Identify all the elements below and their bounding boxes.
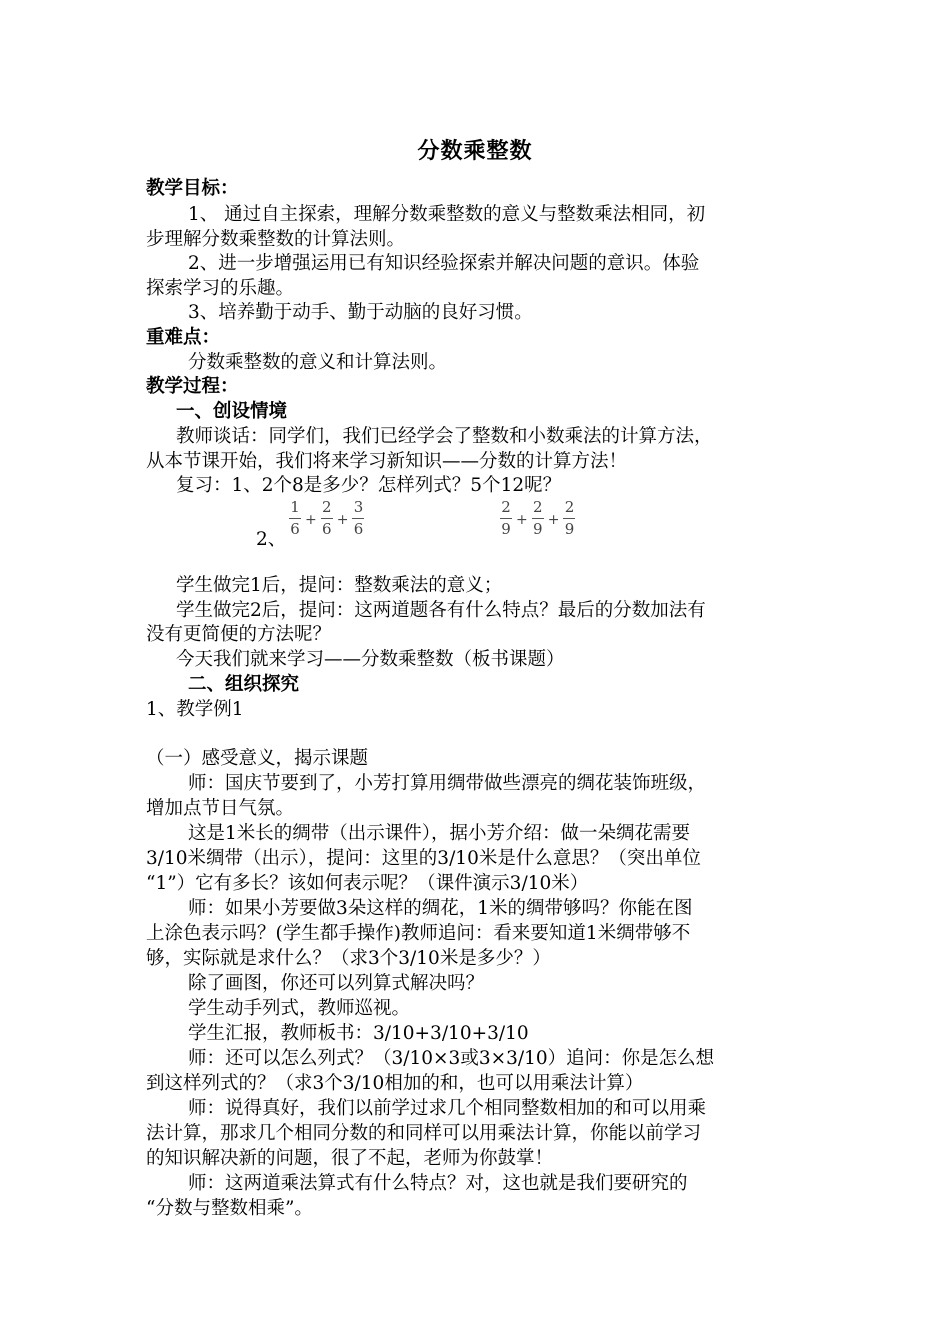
paragraph-line: 除了画图，你还可以列算式解决吗？ (188, 973, 485, 994)
paragraph-line: 到这样列式的？（求3个3/10相加的和，也可以用乘法计算） (146, 1073, 644, 1094)
paragraph-line: “分数与整数相乘”。 (146, 1198, 313, 1219)
plus-sign: + (336, 511, 349, 528)
review-question-2-label: 2、 (256, 529, 287, 550)
objective-2-line-2: 探索学习的乐趣。 (146, 278, 295, 299)
paragraph-line: 没有更简便的方法呢？ (146, 624, 332, 645)
objective-3: 3、培养勤于动手、勤于动脑的良好习惯。 (188, 302, 533, 323)
fraction: $\frac{2}{9}$ (532, 498, 543, 538)
fraction: $\frac{1}{6}$ (290, 498, 300, 538)
heading-process: 教学过程： (146, 376, 239, 397)
paragraph-line: 学生做完2后，提问：这两道题各有什么特点？最后的分数加法有 (176, 600, 706, 621)
paragraph-line: 师：如果小芳要做3朵这样的绸花，1米的绸带够吗？你能在图 (188, 898, 693, 919)
document-title: 分数乘整数 (417, 138, 533, 164)
paragraph-line: 3/10米绸带（出示），提问：这里的3/10米是什么意思？（突出单位 (146, 848, 701, 869)
section-2-heading: 二、组织探究 (188, 674, 300, 695)
paragraph-line: 上涂色表示吗？(学生都手操作)教师追问：看来要知道1米绸带够不 (146, 923, 691, 944)
fraction-sum-right (498, 499, 577, 538)
paragraph-line: 的知识解决新的问题，很了不起，老师为你鼓掌！ (146, 1148, 554, 1169)
paragraph-line: 增加点节日气氛。 (146, 798, 295, 819)
plus-sign: + (305, 511, 317, 528)
fraction: $\frac{2}{6}$ (321, 498, 332, 538)
paragraph-line: 够，实际就是求什么？（求3个3/10米是多少？） (146, 948, 551, 969)
key-points-text: 分数乘整数的意义和计算法则。 (188, 352, 448, 373)
paragraph-line: 师：国庆节要到了，小芳打算用绸带做些漂亮的绸花装饰班级， (188, 773, 707, 794)
paragraph-line: 学生做完1后，提问：整数乘法的意义； (176, 575, 503, 596)
objective-1-line-1: 1、 通过自主探索，理解分数乘整数的意义与整数乘法相同，初 (188, 204, 706, 225)
fraction: $\frac{2}{9}$ (564, 498, 575, 538)
paragraph-line: 法计算，那求几个相同分数的和同样可以用乘法计算，你能以前学习 (146, 1123, 702, 1144)
paragraph-line: 师：这两道乘法算式有什么特点？对，这也就是我们要研究的 (188, 1173, 688, 1194)
heading-key-points: 重难点： (146, 327, 221, 348)
example-heading: 1、教学例1 (146, 699, 244, 720)
objective-1-line-2: 步理解分数乘整数的计算法则。 (146, 229, 406, 250)
fraction-sum-left (287, 499, 366, 538)
section-1-heading: 一、创设情境 (176, 401, 288, 422)
fraction: $\frac{2}{9}$ (501, 498, 511, 538)
paragraph-line: 学生汇报，教师板书：3/10+3/10+3/10 (188, 1023, 529, 1044)
review-question: 复习：1、2个8是多少？怎样列式？5个12呢？ (176, 475, 562, 496)
heading-objectives: 教学目标： (146, 178, 239, 199)
subsection-heading: （一）感受意义，揭示课题 (146, 748, 369, 769)
plus-sign: + (516, 511, 528, 528)
plus-sign: + (547, 511, 560, 528)
objective-2-line-1: 2、进一步增强运用已有知识经验探索并解决问题的意识。体验 (188, 253, 700, 274)
paragraph-line: “1”）它有多长？该如何表示呢？（课件演示3/10米） (146, 873, 589, 894)
paragraph-line: 师：还可以怎么列式？（3/10×3或3×3/10）追问：你是怎么想 (188, 1048, 715, 1069)
paragraph-line: 从本节课开始，我们将来学习新知识——分数的计算方法！ (146, 451, 628, 472)
paragraph-line: 师：说得真好，我们以前学过求几个相同整数相加的和可以用乘 (188, 1098, 707, 1119)
fraction: $\frac{3}{6}$ (353, 498, 364, 538)
paragraph-line: 学生动手列式，教师巡视。 (188, 998, 411, 1019)
paragraph-line: 教师谈话：同学们，我们已经学会了整数和小数乘法的计算方法， (176, 426, 713, 447)
paragraph-line: 今天我们就来学习——分数乘整数（板书课题） (176, 649, 565, 670)
paragraph-line: 这是1米长的绸带（出示课件），据小芳介绍：做一朵绸花需要 (188, 823, 691, 844)
